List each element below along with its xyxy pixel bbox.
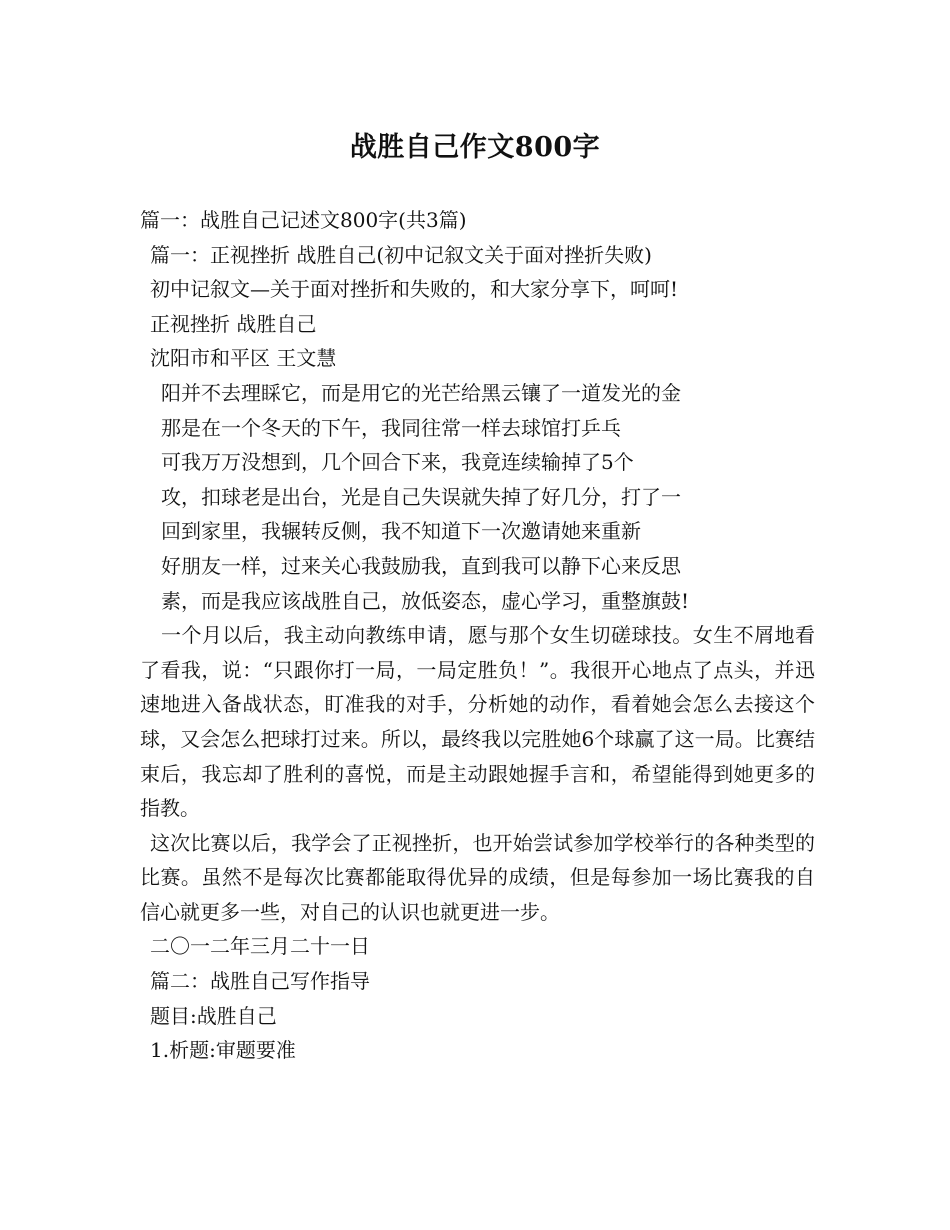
- text-line: 回到家里，我辗转反侧，我不知道下一次邀请她来重新: [161, 519, 641, 544]
- text-line: 题目:战胜自己: [150, 1003, 277, 1028]
- text-line: 正视挫折 战胜自己: [150, 311, 317, 336]
- paragraph-reflection: [140, 826, 815, 930]
- text-line: 可我万万没想到，几个回合下来，我竟连续输掉了5个: [161, 450, 634, 475]
- text-line: 阳并不去理睬它，而是用它的光芒给黑云镶了一道发光的金: [161, 380, 681, 405]
- section-heading: 篇二：战胜自己写作指导: [150, 969, 370, 994]
- date-line: 二〇一二年三月二十一日: [150, 934, 370, 959]
- paragraph-text: 一个月以后，我主动向教练申请，愿与那个女生切磋球技。女生不屑地看了看我，说：“只跟你打一局，一局定胜负！”。我很开心地点了点头，并迅速地进入备战状态，盯准我的对手，分析她的动作，看着她会怎么去接这个球，又会怎么把球打过来。所以，最终我以完胜她6个球赢了这一局。比赛结束后，我忘却了胜利的喜悦，而是主动跟她握手言和，希望能得到她更多的指教。: [140, 623, 815, 821]
- text-line: 初中记叙文—关于面对挫折和失败的，和大家分享下，呵呵!: [150, 277, 679, 302]
- paragraph-match: [140, 618, 815, 826]
- text-line: 攻，扣球老是出台，光是自己失误就失掉了好几分，打了一: [161, 484, 681, 509]
- document-body: [140, 203, 815, 1068]
- paragraph-text: 这次比赛以后，我学会了正视挫折，也开始尝试参加学校举行的各种类型的比赛。虽然不是每次比赛都能取得优异的成绩，但是每参加一场比赛我的自信心就更多一些，对自己的认识也就更进一步。: [140, 830, 815, 924]
- text-line: 素，而是我应该战胜自己，放低姿态，虚心学习，重整旗鼓!: [161, 588, 690, 613]
- text-line: 沈阳市和平区 王文慧: [150, 346, 337, 371]
- text-line: 好朋友一样，过来关心我鼓励我，直到我可以静下心来反思: [161, 553, 681, 578]
- document-title: 战胜自己作文800字: [349, 132, 601, 163]
- text-line: 篇一：正视挫折 战胜自己(初中记叙文关于面对挫折失败): [150, 242, 652, 267]
- text-line: 篇一：战胜自己记述文800字(共3篇): [140, 208, 467, 232]
- text-line: 那是在一个冬天的下午，我同往常一样去球馆打乒乓: [161, 415, 621, 440]
- text-line: 1.析题:审题要准: [150, 1038, 296, 1063]
